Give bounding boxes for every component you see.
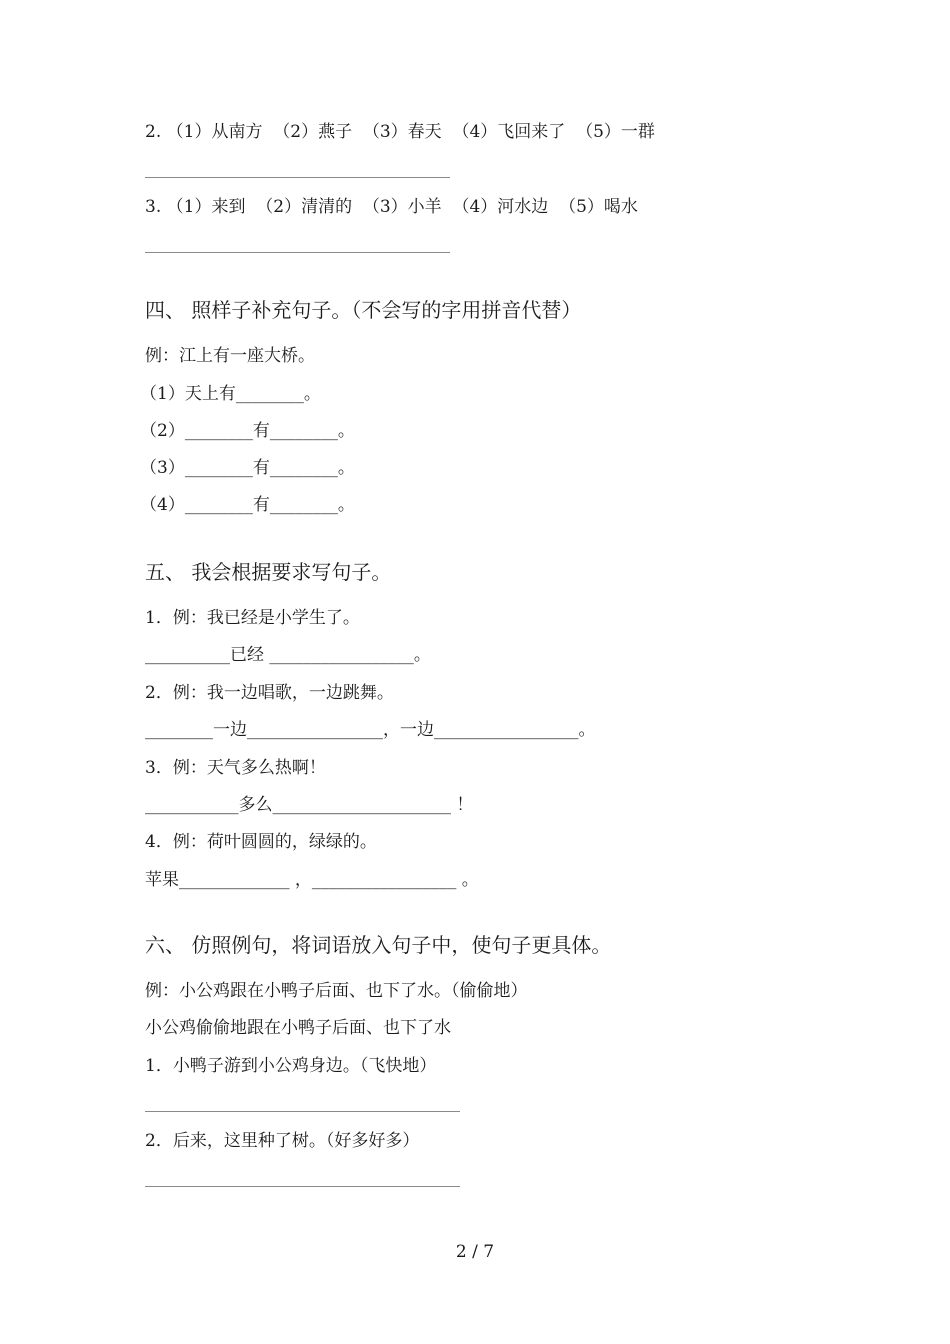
answer-line-6-2 — [145, 1186, 460, 1187]
section-5-q2-blank: ________一边________________，一边_________________。 — [145, 720, 596, 740]
section-4-item-3: （3）________有________。 — [140, 458, 355, 478]
section-4-heading: 四、 照样子补充句子。（不会写的字用拼音代替） — [145, 298, 582, 322]
question-3-2: 2. （1）从南方 （2）燕子 （3）春天 （4）飞回来了 （5）一群 — [145, 122, 655, 142]
question-3-3: 3. （1）来到 （2）清清的 （3）小羊 （4）河水边 （5）喝水 — [145, 197, 638, 217]
section-6-example: 例：小公鸡跟在小鸭子后面、也下了水。（偷偷地） — [145, 981, 528, 1001]
section-4-item-2: （2）________有________。 — [140, 421, 355, 441]
answer-line-6-1 — [145, 1111, 460, 1112]
section-6-heading: 六、 仿照例句，将词语放入句子中，使句子更具体。 — [145, 933, 612, 957]
section-5-q1: 1．例：我已经是小学生了。 — [145, 608, 360, 628]
section-4-item-4: （4）________有________。 — [140, 495, 355, 515]
section-5-q4-blank: 苹果_____________ ，_________________ 。 — [145, 870, 479, 890]
section-4-example: 例：江上有一座大桥。 — [145, 346, 315, 366]
answer-line-3-2 — [145, 177, 450, 178]
answer-line-3-3 — [145, 252, 450, 253]
section-5-q3: 3．例：天气多么热啊！ — [145, 758, 326, 778]
section-6-example-answer: 小公鸡偷偷地跟在小鸭子后面、也下了水 — [145, 1018, 451, 1038]
section-6-q1: 1．小鸭子游到小公鸡身边。（飞快地） — [145, 1056, 437, 1076]
section-5-q1-blank: __________已经 _________________。 — [145, 645, 431, 665]
section-5-q4: 4．例：荷叶圆圆的，绿绿的。 — [145, 832, 377, 852]
page-number: 2 / 7 — [455, 1242, 495, 1262]
section-5-q2: 2．例：我一边唱歌，一边跳舞。 — [145, 683, 394, 703]
section-5-q3-blank: ___________多么_____________________ ！ — [145, 795, 474, 815]
section-4-item-1: （1）天上有________。 — [140, 384, 321, 404]
section-5-heading: 五、 我会根据要求写句子。 — [145, 560, 392, 584]
section-6-q2: 2．后来，这里种了树。（好多好多） — [145, 1131, 420, 1151]
